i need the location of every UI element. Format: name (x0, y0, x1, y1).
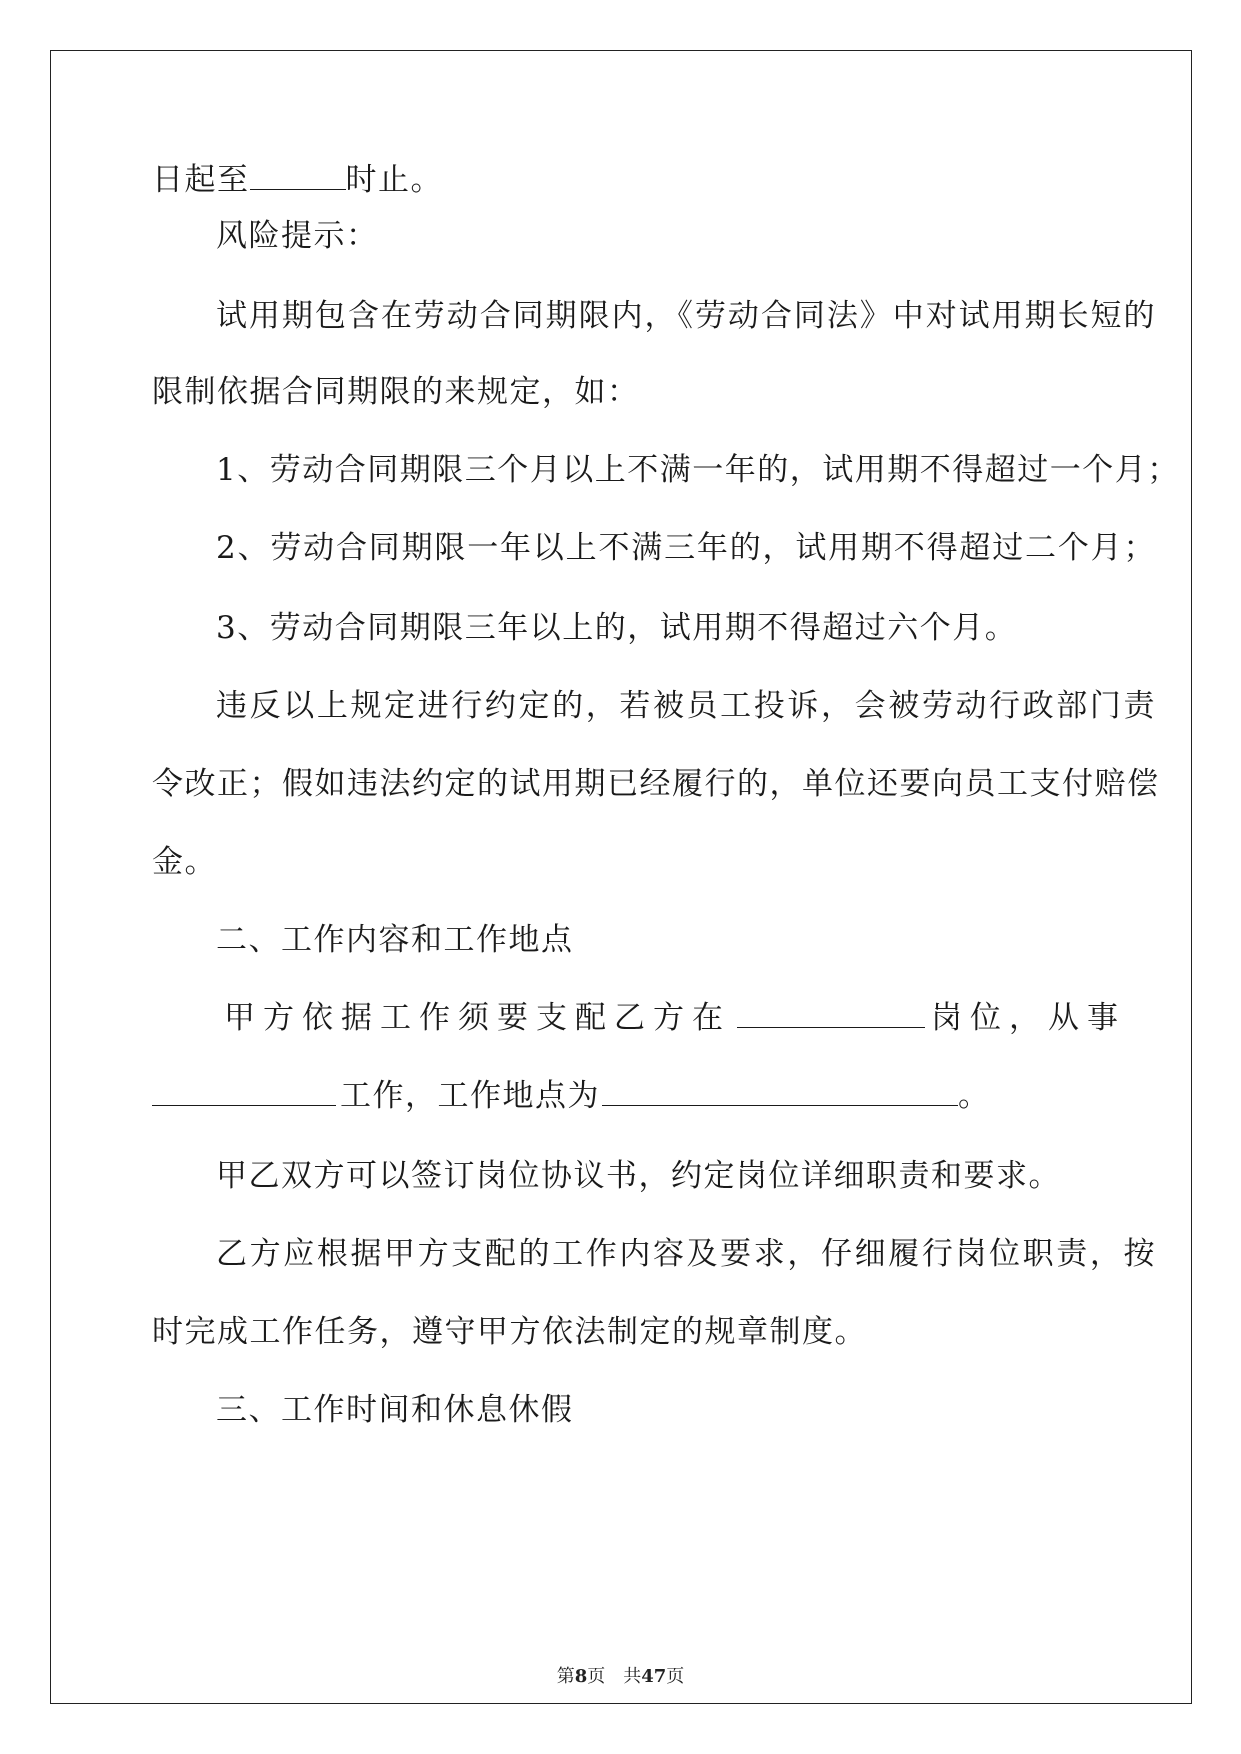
line-text: 岗位，从事 (931, 1000, 1126, 1036)
paragraph-line: 3、劳动合同期限三年以上的，试用期不得超过六个月。 (216, 610, 1018, 646)
paragraph-line (152, 160, 1092, 200)
paragraph-line: 违反以上规定进行约定的，若被员工投诉，会被劳动行政部门责 (216, 688, 1156, 724)
paragraph-line: 时完成工作任务，遵守甲方依法制定的规章制度。 (152, 1314, 867, 1350)
paragraph-line: 乙方应根据甲方支配的工作内容及要求，仔细履行岗位职责，按 (216, 1236, 1156, 1272)
page-label: 页 (666, 1666, 685, 1687)
paragraph-line: 1、劳动合同期限三个月以上不满一年的，试用期不得超过一个月； (216, 452, 1180, 488)
total-pages: 47 (641, 1666, 667, 1687)
page-label: 页 共 (587, 1666, 642, 1687)
paragraph-line: 甲乙双方可以签订岗位协议书，约定岗位详细职责和要求。 (216, 1158, 1061, 1194)
line-text: 。 (958, 1078, 991, 1114)
line-text: 日起至 (152, 162, 250, 198)
paragraph-line: 试用期包含在劳动合同期限内，《劳动合同法》中对试用期长短的 (216, 298, 1156, 334)
line-text: 工作，工作地点为 (340, 1078, 600, 1114)
paragraph-line: 限制依据合同期限的来规定，如： (152, 374, 640, 410)
fill-blank[interactable] (737, 1001, 925, 1028)
page-footer (0, 1662, 1241, 1688)
fill-blank[interactable] (250, 163, 346, 190)
fill-blank[interactable] (152, 1079, 336, 1106)
page-number: 8 (574, 1666, 588, 1687)
paragraph-line: 风险提示： (216, 218, 379, 254)
fill-blank[interactable] (602, 1079, 958, 1106)
paragraph-line: 令改正；假如违法约定的试用期已经履行的，单位还要向员工支付赔偿 (152, 766, 1160, 802)
paragraph-line: 2、劳动合同期限一年以上不满三年的，试用期不得超过二个月； (216, 530, 1156, 566)
paragraph-line: 金。 (152, 844, 217, 880)
paragraph-line (152, 998, 1126, 1038)
line-text: 时止。 (345, 162, 443, 198)
section-heading: 二、工作内容和工作地点 (216, 922, 574, 958)
paragraph-line (152, 1076, 1092, 1116)
page-label: 第 (556, 1666, 575, 1687)
line-text: 甲方依据工作须要支配乙方在 (224, 1000, 731, 1036)
section-heading: 三、工作时间和休息休假 (216, 1392, 574, 1428)
